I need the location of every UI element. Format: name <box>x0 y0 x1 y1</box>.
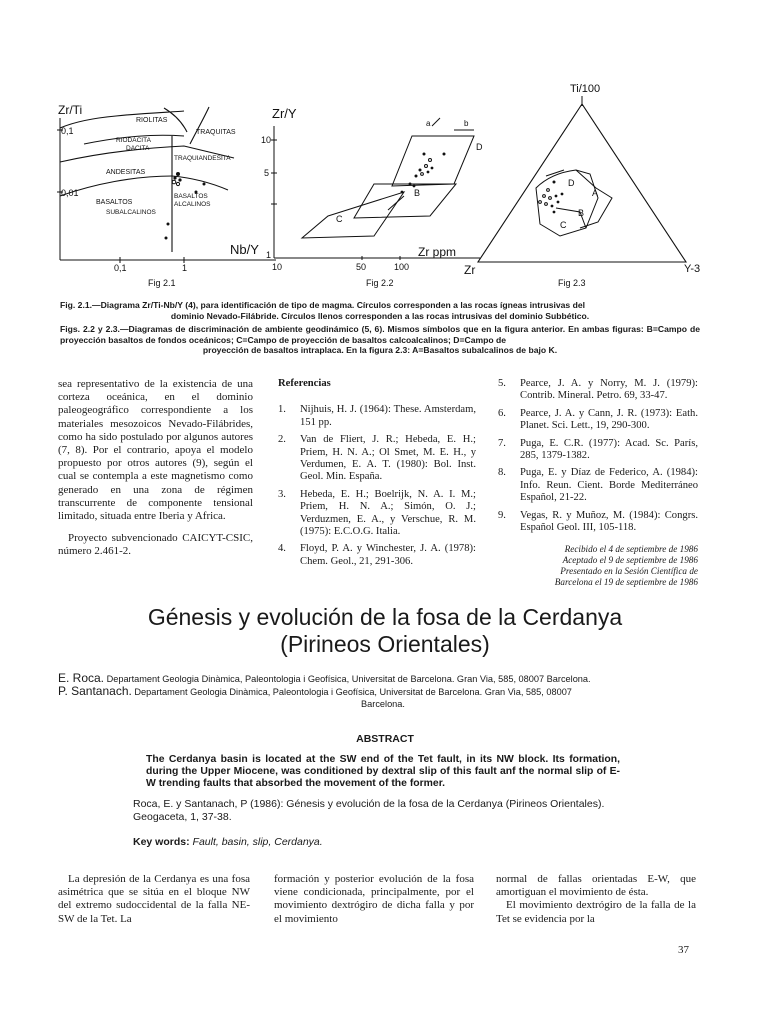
received-line-2: Aceptado el 9 de septiembre de 1986 <box>562 555 698 566</box>
field-riodacita: RIODACITA <box>116 137 151 144</box>
authors <box>58 672 708 710</box>
reference-text: Puga, E. C.R. (1977): Acad. Sc. París, 285, 1379-1382. <box>520 437 698 462</box>
field-basaltos-sub-1: BASALTOS <box>96 199 133 206</box>
title-line-1: Génesis y evolución de la fosa de la Cerdanya <box>147 604 623 630</box>
axis-label-zr-ti: Zr/Ti <box>58 103 83 117</box>
reference-item <box>498 408 698 433</box>
received-line-3: Presentado en la Sesión Científica de <box>560 566 698 577</box>
author-1-affiliation: Departament Geologia Dinàmica, Paleontologia i Geofísica, Universitat de Barcelona. Gran Via, 585, 08007 Barcelona. <box>106 674 591 684</box>
figure-2-2 <box>254 96 484 292</box>
caption-1-line-1: Fig. 2.1.—Diagrama Zr/Ti-Nb/Y (4), para identificación de tipo de magma. Círculos corresponden a las rocas ígneas intrusivas del <box>60 300 586 310</box>
caption-fig-2-1 <box>60 300 700 321</box>
reference-item <box>278 404 476 429</box>
tick-x-0-1: 0,1 <box>114 263 127 273</box>
body-column-3-para-1: normal de fallas orientadas E-W, que amortiguan el movimiento de ésta. <box>496 873 696 899</box>
legend-a: a <box>426 119 431 128</box>
reference-number: 3. <box>278 488 286 500</box>
left-paragraph-2: Proyecto subvencionado CAICYT-CSIC, número 2.461-2. <box>58 532 253 558</box>
field-c: C <box>336 214 343 224</box>
tick-y-10: 10 <box>261 135 272 145</box>
reference-item <box>498 378 698 403</box>
author-2-affiliation-cont: Barcelona. <box>361 699 405 709</box>
figure-2-3 <box>464 78 710 292</box>
caption-2-line-2: figuras: B=Campo de proyección basaltos de fondos oceánicos; C=Campo de proyección de basaltos calcoalcalinos; D=Campo de <box>60 324 700 345</box>
field-b: B <box>414 188 421 198</box>
field-a: A <box>592 188 599 198</box>
field-d: D <box>476 142 483 152</box>
tick-y-1: 1 <box>266 250 272 260</box>
field-andesitas: ANDESITAS <box>106 169 146 176</box>
reference-number: 9. <box>498 509 506 521</box>
body-column-1: La depresión de la Cerdanya es una fosa asimétrica que se sitúa en el bloque NW del extremo sudoccidental de la falla NE-SW de la Tet. La <box>58 873 250 925</box>
received-dates <box>498 544 698 588</box>
reference-item <box>278 489 476 539</box>
received-line-4: Barcelona el 19 de septiembre de 1986 <box>554 577 698 588</box>
vertex-y3: Y-3 <box>684 263 701 275</box>
citation: Roca, E. y Santanach, P (1986): Génesis y evolución de la fosa de la Cerdanya (Pirineos Orientales). Geogaceta, 1, 37-38. <box>133 798 605 823</box>
reference-text: Puga, E. y Díaz de Federico, A. (1984): Info. Reun. Cient. Borde Mediterráneo Español, 21-22. <box>520 467 698 504</box>
author-2 <box>58 685 708 698</box>
left-paragraph-1: sea representativo de la existencia de una corteza oceánica, en el dominio paleogeográfico correspondiente a los materiales mesozoicos Nevado-Filábrides, como ha sido postulado por algunos autores (7, 8). Por el contrario, apoya el modelo propuesto por otros autores (9), según el cual se contempla a este magnetismo como generado en una zona de régimen transcurrente de componente tensional limitado, situada entre Iberia y Africa. <box>58 378 253 523</box>
field-b: B <box>578 208 585 218</box>
title-line-2: (Pirineos Orientales) <box>280 631 490 657</box>
fig-2-3-label: Fig 2.3 <box>558 278 586 288</box>
field-d: D <box>568 178 575 188</box>
caption-1-line-2: dominio Nevado-Filábride. Círculos llenos corresponden a las rocas intrusivas del dominio Subbético. <box>170 310 590 321</box>
author-2-affiliation: Departament Geologia Dinàmica, Paleontologia i Geofísica, Universitat de Barcelona. Gran Via, 585, 08007 <box>134 687 572 697</box>
axis-label-zr-y: Zr/Y <box>272 106 297 121</box>
caption-2-line-1: Figs. 2.2 y 2.3.—Diagramas de discriminación de ambiente geodinámico (5, 6). Mismos símbolos que en la figura anterior. En ambas <box>60 324 610 334</box>
keywords <box>133 836 623 848</box>
article-title <box>60 604 710 658</box>
reference-item <box>278 434 476 484</box>
keywords-label: Key words: <box>133 836 190 848</box>
left-column <box>58 378 253 559</box>
reference-text: Pearce, J. A. y Norry, M. J. (1979): Contrib. Mineral. Petro. 69, 33-47. <box>520 378 698 402</box>
references-heading: Referencias <box>278 378 331 389</box>
reference-text: Pearce, J. A. y Cann, J. R. (1973): Eath. Planet. Sci. Lett., 19, 290-300. <box>520 407 698 432</box>
reference-number: 6. <box>498 407 506 419</box>
caption-fig-2-2-3 <box>60 324 700 356</box>
field-c: C <box>560 220 567 230</box>
reference-number: 5. <box>498 378 506 389</box>
reference-item <box>498 467 698 504</box>
author-1 <box>58 672 708 685</box>
field-dacita: DACITA <box>126 145 150 152</box>
reference-item <box>278 543 476 568</box>
field-basaltos-alcalinos-1: BASALTOS <box>174 193 208 200</box>
tick-x-10: 10 <box>272 262 283 272</box>
reference-item <box>498 510 698 535</box>
axis-label-zr-ppm: Zr ppm <box>418 245 457 259</box>
legend-b: b <box>464 119 469 128</box>
field-traquiandesita: TRAQUIANDESITA <box>174 155 231 162</box>
body-column-2: formación y posterior evolución de la fosa viene condicionada, principalmente, por el movimiento dextrógiro de dicha falla y por el movimiento <box>274 873 474 925</box>
fig-2-2-label: Fig 2.2 <box>366 278 394 288</box>
reference-number: 1. <box>278 404 286 416</box>
reference-text: Van de Fliert, J. R.; Hebeda, E. H.; Priem, H. N. A.; Ol Smet, M. E. H., y Verdumen, E. A. T. (1980): Bol. Inst. Geol. Min. España. <box>300 434 476 483</box>
vertex-ti: Ti/100 <box>570 83 601 95</box>
references-block-2 <box>498 378 698 588</box>
fig-2-1-label: Fig 2.1 <box>148 278 176 288</box>
field-traquitas: TRAQUITAS <box>196 129 236 136</box>
abstract-text: The Cerdanya basin is located at the SW end of the Tet fault, in its NW block. Its formation, during the Upper Miocene, was conditioned by dextral slip of this fault anf the normal slip of E-W trending faults that absorbed the movement of the former. <box>146 754 620 790</box>
reference-text: Vegas, R. y Muñoz, M. (1984): Congrs. Español Geol. III, 105-118. <box>520 509 698 534</box>
reference-number: 4. <box>278 543 286 555</box>
page-number: 37 <box>678 944 689 956</box>
axis-label-nb-y: Nb/Y <box>230 242 259 257</box>
vertex-zr: Zr <box>464 263 476 277</box>
reference-text: Hebeda, E. H.; Boelrijk, N. A. I. M.; Priem, H. N. A.; Simón, O. J.; Verduzmen, E. A., y Verschue, R. M. (1975): E.C.O.G. Italia. <box>300 488 476 538</box>
body-column-3 <box>496 873 696 926</box>
author-1-name: E. Roca. <box>58 671 105 685</box>
reference-number: 8. <box>498 467 506 479</box>
keywords-value: Fault, basin, slip, Cerdanya. <box>192 836 323 848</box>
figure-2-1 <box>44 92 276 288</box>
tick-x-100: 100 <box>394 262 410 272</box>
reference-item <box>498 438 698 463</box>
tick-0-1: 0,1 <box>61 126 74 136</box>
caption-2-line-3: proyección de basaltos intraplaca. En la figura 2.3: A=Basaltos subalcalinos de bajo K. <box>202 345 558 355</box>
field-riolitas: RIOLITAS <box>136 117 168 124</box>
author-2-name: P. Santanach. <box>58 684 132 698</box>
abstract-heading: ABSTRACT <box>356 733 414 745</box>
data-points <box>401 153 446 194</box>
tick-0-01: 0,01 <box>61 188 79 198</box>
tick-x-1: 1 <box>182 263 188 273</box>
body-column-3-para-2: El movimiento dextrógiro de la falla de la Tet se evidencia por la <box>496 899 696 925</box>
reference-text: Nijhuis, H. J. (1964): These. Amsterdam, 151 pp. <box>300 404 476 428</box>
received-line-1: Recibido el 4 de septiembre de 1986 <box>564 544 698 555</box>
reference-number: 7. <box>498 437 506 449</box>
reference-text: Floyd, P. A. y Winchester, J. A. (1978): Chem. Geol., 21, 291-306. <box>300 543 476 567</box>
tick-y-5: 5 <box>264 168 270 178</box>
field-basaltos-sub-2: SUBALCALINOS <box>106 209 156 216</box>
tick-x-50: 50 <box>356 262 367 272</box>
field-basaltos-alcalinos-2: ALCALINOS <box>174 201 211 208</box>
references-block <box>278 378 476 573</box>
reference-number: 2. <box>278 434 286 446</box>
